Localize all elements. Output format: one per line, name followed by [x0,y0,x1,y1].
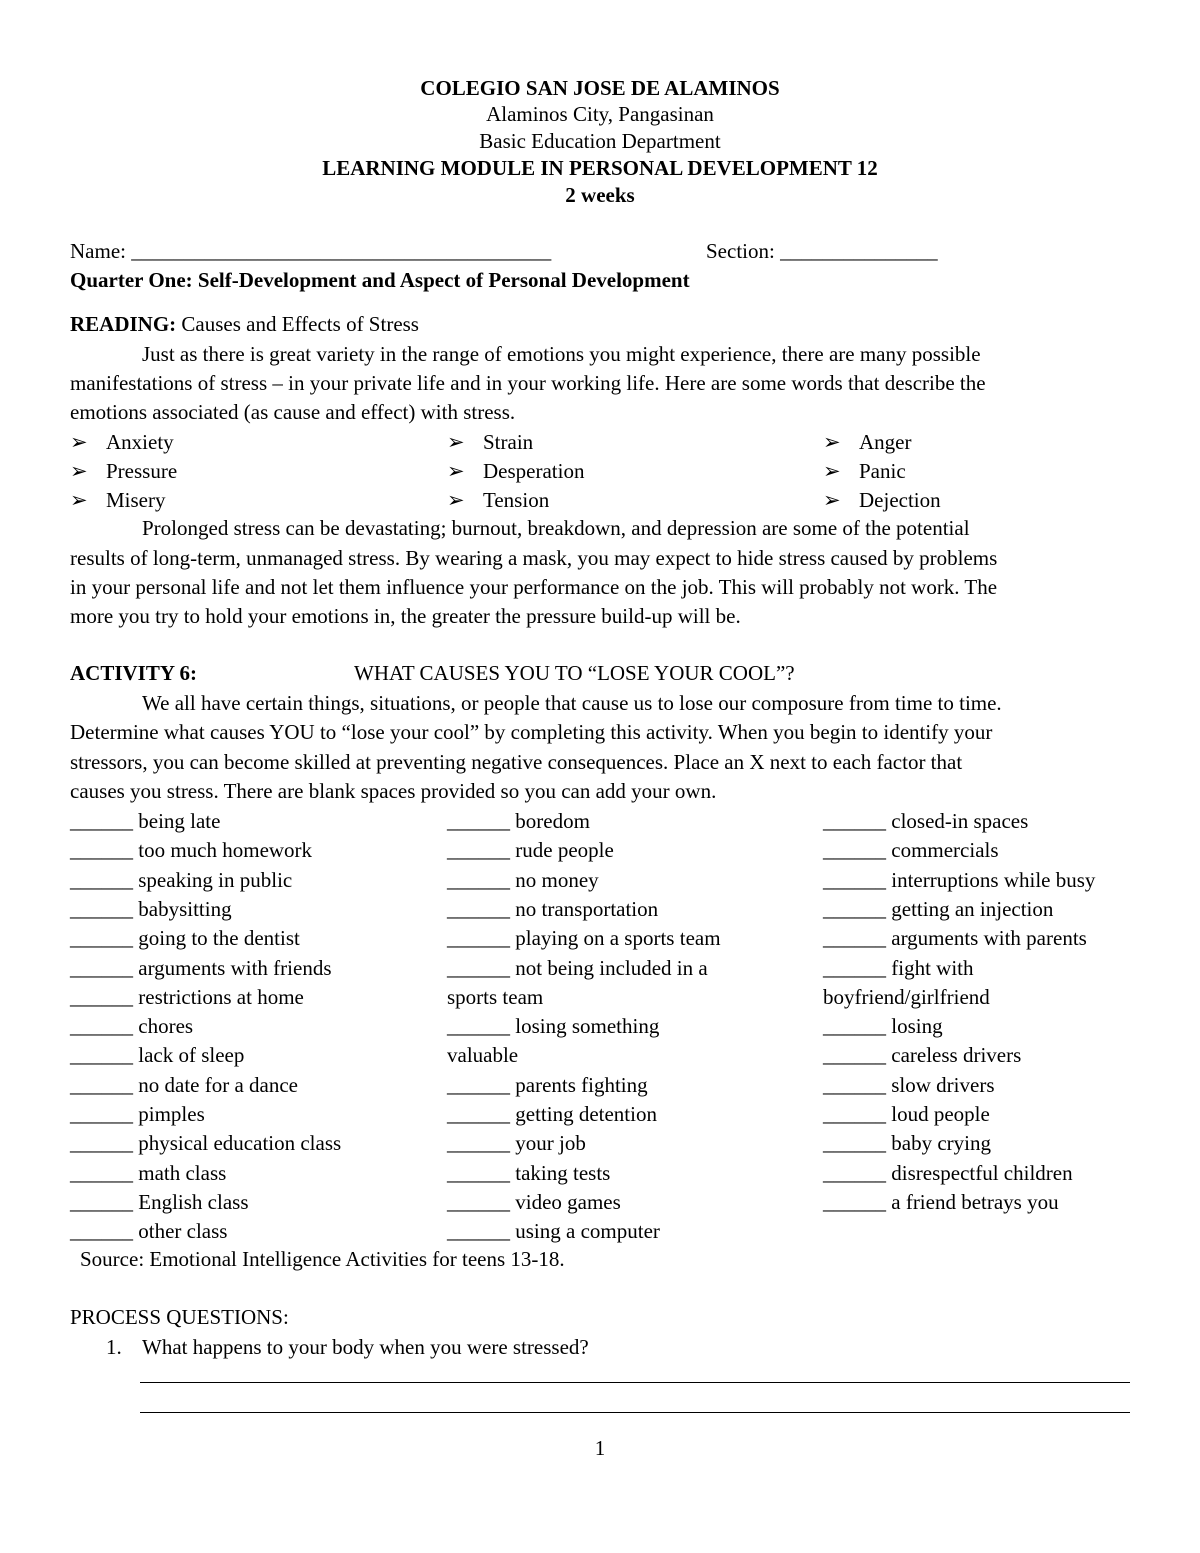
arrow-bullet-icon: ➢ [823,488,841,512]
answer-blank[interactable]: ______ [70,897,133,921]
emotion-item [70,459,177,484]
emotion-label: Dejection [859,488,941,512]
answer-blank[interactable]: ______ [823,1073,886,1097]
checklist-item[interactable] [70,1014,193,1039]
answer-blank[interactable]: ______ [447,926,510,950]
emotion-label: Anxiety [106,430,174,454]
answer-blank[interactable]: ______ [447,956,510,980]
reading-para1-line: Just as there is great variety in the range of emotions you might experience, there are many possible [142,342,981,366]
answer-blank[interactable]: ______ [70,985,133,1009]
answer-blank[interactable]: ______ [70,838,133,862]
answer-blank[interactable]: ______ [447,1073,510,1097]
checklist-label: parents fighting [515,1073,648,1097]
answer-blank[interactable]: ______ [70,1102,133,1126]
activity-intro-line: stressors, you can become skilled at preventing negative consequences. Place an X next to each factor that [70,750,963,774]
checklist-label: no money [515,868,599,892]
checklist-label: rude people [515,838,614,862]
checklist-item[interactable] [447,1219,660,1244]
question-number: 1. [106,1335,122,1359]
answer-blank[interactable]: ______ [70,1219,133,1243]
activity-intro-line: causes you stress. There are blank spaces provided so you can add your own. [70,779,717,803]
answer-blank[interactable]: ______ [70,809,133,833]
checklist-item[interactable] [70,838,312,863]
section-field[interactable]: Section: _______________ [706,239,938,263]
checklist-item[interactable] [447,897,658,922]
answer-blank[interactable]: ______ [447,1161,510,1185]
answer-blank[interactable]: ______ [823,1014,886,1038]
checklist-label: your job [515,1131,586,1155]
answer-blank[interactable]: ______ [447,1219,510,1243]
checklist-item[interactable] [70,1131,341,1156]
emotion-label: Anger [859,430,912,454]
reading-para2-line: Prolonged stress can be devastating; burnout, breakdown, and depression are some of the potential [142,516,970,540]
school-city: Alaminos City, Pangasinan [486,102,714,126]
answer-blank[interactable]: ______ [70,1043,133,1067]
checklist-label: going to the dentist [138,926,300,950]
arrow-bullet-icon: ➢ [447,430,465,454]
checklist-item[interactable] [447,1102,657,1127]
checklist-item[interactable] [447,1161,610,1186]
checklist-item[interactable] [70,1190,249,1215]
checklist-label: loud people [891,1102,990,1126]
checklist-item[interactable] [823,838,999,863]
arrow-bullet-icon: ➢ [70,488,88,512]
checklist-item [447,1043,518,1068]
checklist-label: getting detention [515,1102,657,1126]
answer-blank[interactable]: ______ [823,897,886,921]
checklist-item[interactable] [447,1190,621,1215]
checklist-item[interactable] [823,1190,1059,1215]
checklist-label: boyfriend/girlfriend [823,985,990,1009]
answer-blank[interactable]: ______ [823,809,886,833]
checklist-item[interactable] [70,1219,227,1244]
emotion-item [447,459,584,484]
checklist-label: a friend betrays you [891,1190,1059,1214]
checklist-label: commercials [891,838,999,862]
checklist-label: not being included in a [515,956,708,980]
answer-blank[interactable]: ______ [823,1102,886,1126]
answer-line[interactable] [140,1412,1130,1413]
emotion-label: Pressure [106,459,178,483]
checklist-label: using a computer [515,1219,660,1243]
checklist-label: taking tests [515,1161,611,1185]
activity-intro-line: Determine what causes YOU to “lose your cool” by completing this activity. When you begin to identify your [70,720,993,744]
checklist-item[interactable] [447,838,614,863]
checklist-label: losing [891,1014,943,1038]
checklist-label: disrespectful children [891,1161,1073,1185]
emotion-label: Tension [483,488,550,512]
checklist-item[interactable] [70,1161,226,1186]
checklist-label: valuable [447,1043,519,1067]
module-title: LEARNING MODULE IN PERSONAL DEVELOPMENT 12 [322,156,878,180]
arrow-bullet-icon: ➢ [447,488,465,512]
checklist-label: no transportation [515,897,659,921]
answer-line[interactable] [140,1382,1130,1383]
name-field[interactable]: Name: ________________________________________ [70,239,552,263]
checklist-label: restrictions at home [138,985,304,1009]
checklist-item[interactable] [70,897,232,922]
emotion-item [447,430,533,455]
emotion-item [70,430,174,455]
answer-blank[interactable]: ______ [447,809,510,833]
department: Basic Education Department [479,129,721,153]
arrow-bullet-icon: ➢ [70,430,88,454]
checklist-item[interactable] [70,985,304,1010]
answer-blank[interactable]: ______ [70,956,133,980]
checklist-item[interactable] [70,1073,298,1098]
emotion-item [70,488,166,513]
answer-blank[interactable]: ______ [70,1014,133,1038]
source-citation: Source: Emotional Intelligence Activities for teens 13-18. [80,1247,565,1271]
activity-intro-line: We all have certain things, situations, or people that cause us to lose our composure from time to time. [142,691,1002,715]
checklist-label: math class [138,1161,227,1185]
checklist-label: no date for a dance [138,1073,298,1097]
arrow-bullet-icon: ➢ [70,459,88,483]
answer-blank[interactable]: ______ [447,1190,510,1214]
checklist-label: babysitting [138,897,232,921]
checklist-label: getting an injection [891,897,1054,921]
checklist-item[interactable] [823,809,1028,834]
checklist-item[interactable] [70,809,220,834]
process-heading: PROCESS QUESTIONS: [70,1305,289,1329]
reading-para1-line: manifestations of stress – in your private life and in your working life. Here are some words that describe the [70,371,986,395]
checklist-label: playing on a sports team [515,926,721,950]
emotion-item [447,488,549,513]
checklist-label: video games [515,1190,621,1214]
checklist-item [823,985,990,1010]
reading-label: READING: [70,312,177,336]
checklist-label: closed-in spaces [891,809,1029,833]
checklist-item[interactable] [447,1014,659,1039]
checklist-item[interactable] [70,926,300,951]
checklist-label: speaking in public [138,868,293,892]
emotion-item [823,488,941,513]
answer-blank[interactable]: ______ [823,1190,886,1214]
emotion-item [823,459,906,484]
arrow-bullet-icon: ➢ [823,430,841,454]
answer-blank[interactable]: ______ [823,838,886,862]
answer-blank[interactable]: ______ [70,1131,133,1155]
checklist-label: chores [138,1014,194,1038]
checklist-item[interactable] [823,956,974,981]
checklist-item[interactable] [70,1102,205,1127]
checklist-label: too much homework [138,838,313,862]
reading-heading [70,312,419,337]
activity-label: ACTIVITY 6: [70,661,197,685]
school-name: COLEGIO SAN JOSE DE ALAMINOS [420,76,780,100]
reading-para2-line: more you try to hold your emotions in, the greater the pressure build-up will be. [70,604,741,628]
checklist-label: interruptions while busy [891,868,1096,892]
checklist-item[interactable] [823,1073,995,1098]
arrow-bullet-icon: ➢ [823,459,841,483]
emotion-label: Desperation [483,459,585,483]
answer-blank[interactable]: ______ [447,1102,510,1126]
reading-para2-line: in your personal life and not let them influence your performance on the job. This will probably not work. The [70,575,998,599]
checklist-item[interactable] [447,868,599,893]
checklist-item[interactable] [823,897,1053,922]
answer-blank[interactable]: ______ [823,1161,886,1185]
checklist-item[interactable] [823,1102,990,1127]
checklist-item[interactable] [70,868,292,893]
answer-blank[interactable]: ______ [447,1131,510,1155]
answer-blank[interactable]: ______ [447,868,510,892]
reading-para2-line: results of long-term, unmanaged stress. By wearing a mask, you may expect to hide stress caused by problems [70,546,998,570]
answer-blank[interactable]: ______ [70,1190,133,1214]
checklist-label: sports team [447,985,544,1009]
answer-blank[interactable]: ______ [447,838,510,862]
checklist-item[interactable] [823,1131,991,1156]
emotion-label: Misery [106,488,166,512]
checklist-label: being late [138,809,221,833]
checklist-label: fight with [891,956,974,980]
answer-blank[interactable]: ______ [823,1131,886,1155]
checklist-label: arguments with parents [891,926,1087,950]
checklist-label: arguments with friends [138,956,332,980]
checklist-item[interactable] [70,1043,244,1068]
checklist-item[interactable] [823,1014,943,1039]
emotion-item [823,430,911,455]
checklist-label: pimples [138,1102,205,1126]
answer-blank[interactable]: ______ [70,1073,133,1097]
answer-blank[interactable]: ______ [823,1043,886,1067]
checklist-item[interactable] [823,926,1087,951]
checklist-item[interactable] [447,1073,648,1098]
checklist-label: baby crying [891,1131,991,1155]
page-number: 1 [594,1436,606,1460]
checklist-label: slow drivers [891,1073,995,1097]
checklist-label: physical education class [138,1131,342,1155]
answer-blank[interactable]: ______ [70,868,133,892]
answer-blank[interactable]: ______ [447,897,510,921]
checklist-label: careless drivers [891,1043,1022,1067]
checklist-label: other class [138,1219,228,1243]
checklist-item[interactable] [447,1131,586,1156]
checklist-label: losing something [515,1014,660,1038]
answer-blank[interactable]: ______ [823,926,886,950]
checklist-label: boredom [515,809,590,833]
quarter-heading: Quarter One: Self-Development and Aspect of Personal Development [70,268,690,292]
checklist-label: lack of sleep [138,1043,245,1067]
reading-para1-line: emotions associated (as cause and effect) with stress. [70,400,516,424]
answer-blank[interactable]: ______ [70,1161,133,1185]
checklist-item[interactable] [447,926,721,951]
emotion-label: Strain [483,430,534,454]
answer-blank[interactable]: ______ [447,1014,510,1038]
checklist-item[interactable] [823,868,1095,893]
module-duration: 2 weeks [565,183,635,207]
checklist-label: English class [138,1190,249,1214]
checklist-item[interactable] [823,1043,1021,1068]
question-text: What happens to your body when you were stressed? [142,1335,589,1359]
emotion-label: Panic [859,459,906,483]
activity-title: WHAT CAUSES YOU TO “LOSE YOUR COOL”? [354,661,795,685]
checklist-item[interactable] [447,809,590,834]
answer-blank[interactable]: ______ [70,926,133,950]
answer-blank[interactable]: ______ [823,956,886,980]
checklist-item [447,985,543,1010]
checklist-item[interactable] [447,956,708,981]
reading-title: Causes and Effects of Stress [176,312,419,336]
checklist-item[interactable] [823,1161,1073,1186]
checklist-item[interactable] [70,956,332,981]
arrow-bullet-icon: ➢ [447,459,465,483]
answer-blank[interactable]: ______ [823,868,886,892]
